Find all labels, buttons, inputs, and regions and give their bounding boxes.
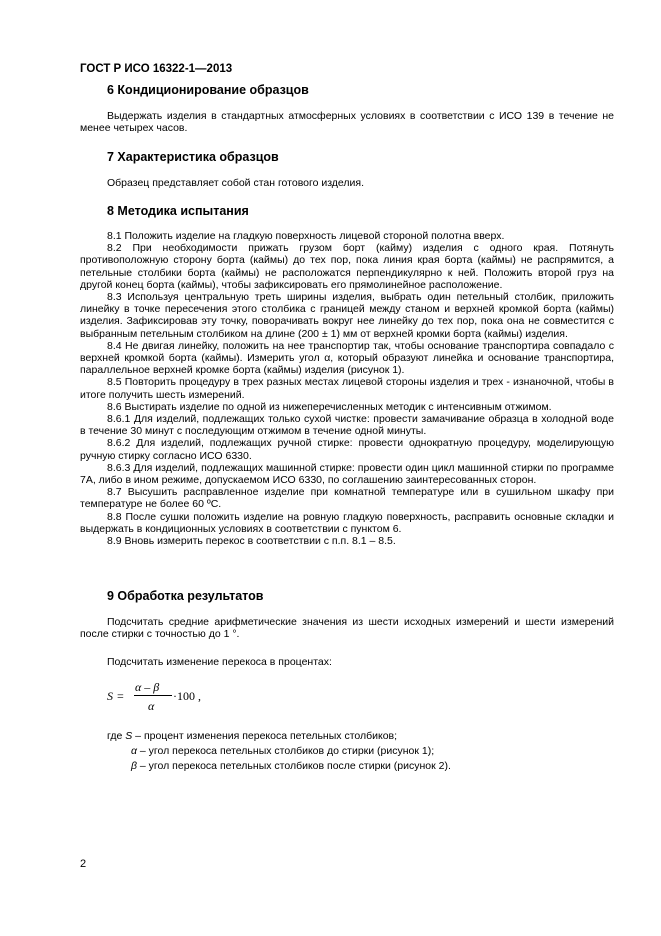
clause-8-1: 8.1 Положить изделие на гладкую поверхность лицевой стороной полотна вверх.	[107, 230, 505, 242]
section-9-paragraph-1: Подсчитать средние арифметические значения из шести исходных измерений и шести измерений после стирки с точностью до 1 °.	[80, 616, 614, 641]
definition-alpha-text: – угол перекоса петельных столбиков до стирки (рисунок 1);	[137, 745, 435, 757]
symbol-definitions	[107, 729, 451, 774]
definition-beta	[107, 759, 451, 774]
formula-denominator: α	[148, 699, 155, 713]
fraction-bar	[134, 695, 172, 696]
definition-s-text: – процент изменения перекоса петельных столбиков;	[132, 730, 398, 742]
clause-8-6-1: 8.6.1 Для изделий, подлежащих только сухой чистке: провести замачивание образца в холодной воде в течение 30 минут с последующим отжимом в течение одной минуты.	[80, 413, 614, 438]
clause-8-3: 8.3 Используя центральную треть ширины изделия, выбрать один петельный столбик, приложить линейку в точке пересечения этого столбика с границей между станом и верхней кромкой борта (каймы) изделия. Зафиксировав эту точку, поворачивать вокруг нее линейку до тех пор, пока она не совместится с выбранным петельным столбиком на длине (200 ± 1) мм от верхней кромки борта (каймы) изделия.	[80, 291, 614, 340]
definition-beta-text: – угол перекоса петельных столбиков после стирки (рисунок 2).	[137, 760, 451, 772]
where-lead: где	[107, 730, 123, 742]
definition-alpha	[107, 744, 451, 759]
skew-change-formula	[107, 677, 227, 713]
clause-8-2: 8.2 При необходимости прижать грузом борт (кайму) изделия с одного края. Потянуть противоположную сторону борта (каймы) до тех пор, пока линия края борта (каймы) не распрямится, а петельные столбики борта (каймы) не расположатся перпендикулярно к ней. Положить второй груз на другой конец борта (каймы), чтобы зафиксировать его прямолинейное расположение.	[80, 242, 614, 291]
clause-8-8: 8.8 После сушки положить изделие на ровную гладкую поверхность, расправить основные складки и выдержать в кондиционных условиях в соответствии с пунктом 6.	[80, 510, 614, 535]
clause-8-6-2: 8.6.2 Для изделий, подлежащих ручной стирке: провести однократную процедуру, моделирующую ручную стирку согласно ИСО 6330.	[80, 437, 614, 462]
formula-numerator: α – β	[135, 680, 160, 694]
clause-8-6-3: 8.6.3 Для изделий, подлежащих машинной стирке: провести один цикл машинной стирки по программе 7А, либо в ином режиме, допускаемом ИСО 6330, по соглашению заинтересованных сторон.	[80, 461, 614, 487]
formula-equals: =	[117, 689, 124, 703]
symbol-beta: β	[131, 760, 137, 772]
clause-8-9: 8.9 Вновь измерить перекос в соответствии с п.п. 8.1 – 8.5.	[107, 535, 396, 548]
section-7-paragraph: Образец представляет собой стан готового изделия.	[107, 177, 365, 189]
symbol-alpha: α	[131, 745, 137, 757]
clause-8-6: 8.6 Выстирать изделие по одной из нижеперечисленных методик с интенсивным отжимом.	[107, 400, 552, 413]
definition-s	[107, 729, 451, 744]
formula-multiplier: ·100 ,	[173, 689, 201, 703]
section-9-title: 9 Обработка результатов	[107, 589, 264, 603]
symbol-s: S	[125, 730, 133, 742]
section-6-paragraph: Выдержать изделия в стандартных атмосферных условиях в соответствии с ИСО 139 в течение не менее четырех часов.	[80, 110, 614, 135]
clause-8-4: 8.4 Не двигая линейку, положить на нее транспортир так, чтобы основание транспортира совпадало с верхней кромкой борта (каймы). Измерить угол α, который образуют линейка и основание транспортира, параллельное верхней кромке борта (каймы) изделия (рисунок 1).	[80, 339, 614, 377]
section-8-title: 8 Методика испытания	[107, 204, 249, 218]
section-7-title: 7 Характеристика образцов	[107, 150, 279, 164]
document-header: ГОСТ Р ИСО 16322-1—2013	[80, 63, 233, 75]
clause-8-5: 8.5 Повторить процедуру в трех разных местах лицевой стороны изделия и трех - изнаночной, чтобы в итоге получить шесть измерений.	[80, 376, 614, 401]
section-6-title: 6 Кондиционирование образцов	[107, 83, 309, 97]
section-9-paragraph-2: Подсчитать изменение перекоса в процентах:	[107, 656, 332, 668]
section-8-body	[80, 230, 614, 547]
clause-8-7: 8.7 Высушить расправленное изделие при комнатной температуре или в сушильном шкафу при температуре не более 60 ºС.	[80, 486, 614, 511]
page-number: 2	[80, 858, 87, 870]
formula-lhs: S	[107, 689, 113, 703]
